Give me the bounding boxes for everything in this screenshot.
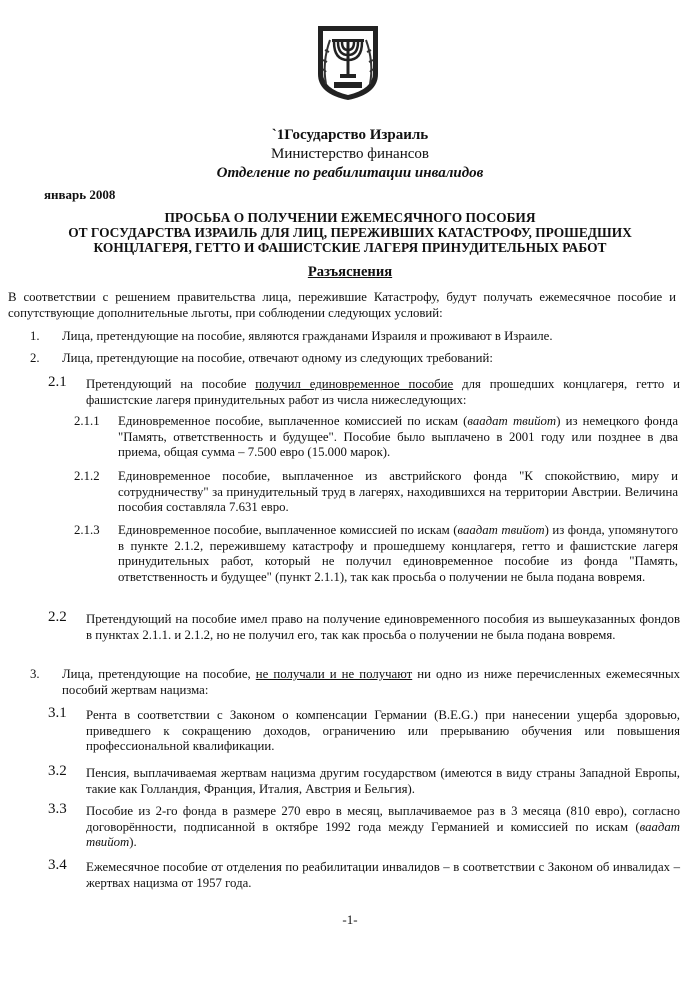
page-number: -1-	[342, 912, 358, 927]
item-2-2-text: Претендующий на пособие имел право на получение единовременного пособия из вышеуказанных фондов в пунктах 2.1.1. и 2.1.2, но не получил его, так как просьба о получении не была подана вовремя.	[86, 612, 680, 642]
item-2-1-3-pre: Единовременное пособие, выплаченное комиссией по искам (	[118, 523, 458, 537]
item-2-1-text	[86, 377, 680, 408]
item-2-1-3-post: ) из фонда, упомянутого в пункте 2.1.2, пережившему катастрофу и прошедшему концлагеря, гетто и фашистские лагеря принудительных работ, который не получил единовременное пособие из фонда "Память, ответственность и будущее" (пункт 2.1.1), так как просьба о получении не была подана вовремя.	[118, 523, 678, 584]
document-date: январь 2008	[44, 187, 116, 202]
item-number: 2.1.2	[74, 469, 100, 483]
title-line-2: ОТ ГОСУДАРСТВА ИЗРАИЛЬ ДЛЯ ЛИЦ, ПЕРЕЖИВШИХ КАТАСТРОФУ, ПРОШЕДШИХ	[68, 225, 632, 240]
item-3-underlined: не получали и не получают	[255, 667, 413, 681]
title-line-3: КОНЦЛАГЕРЯ, ГЕТТО И ФАШИСТСКИЕ ЛАГЕРЯ ПРИНУДИТЕЛЬНЫХ РАБОТ	[93, 240, 607, 255]
intro-paragraph: В соответствии с решением правительства лица, пережившие Катастрофу, будут получать ежемесячное пособие и сопутствующие дополнительные льготы, при соблюдении следующих условий:	[8, 290, 676, 320]
item-number: 3.3	[48, 801, 67, 817]
item-2-1-2-text: Единовременное пособие, выплаченное из австрийского фонда "К спокойствию, миру и сотрудничеству" за принудительный труд в лагерях, находившихся на территории Австрии. Величина пособия составляла 7.631 евро.	[118, 469, 678, 514]
item-2-1-1-post: ) из немецкого фонда "Память, ответственность и будущее". Пособие было выплачено в 2001 году или позднее в два приема, общая сумма – 7.500 евро (15.000 марок).	[118, 414, 678, 459]
item-1-text: Лица, претендующие на пособие, являются гражданами Израиля и проживают в Израиле.	[62, 329, 553, 343]
item-2-1-3-italic: ваадат твийот	[457, 523, 545, 537]
item-3-3-italic: ваадат твийот	[86, 819, 680, 849]
item-number: 2.2	[48, 609, 67, 625]
item-number: 3.4	[48, 857, 67, 873]
item-3-post: ни одно из ниже перечисленных ежемесячных пособий жертвам нацизма:	[62, 667, 680, 697]
item-2-1-1-pre: Единовременное пособие, выплаченное комиссией по искам (	[118, 414, 468, 428]
item-3-4-text: Ежемесячное пособие от отделения по реабилитации инвалидов – в соответствии с Законом об инвалидах – жертвах нацизма от 1957 года.	[86, 860, 680, 890]
title-line-1: ПРОСЬБА О ПОЛУЧЕНИИ ЕЖЕМЕСЯЧНОГО ПОСОБИЯ	[164, 210, 536, 225]
item-number: 3.1	[48, 705, 67, 721]
item-3-3-pre: Пособие из 2-го фонда в размере 270 евро в месяц, выплачиваемое раз в 3 месяца (810 евро), согласно договорённости, подписанной в октябре 1992 года между Германией и комиссией по искам (	[86, 804, 680, 834]
item-3-pre: Лица, претендующие на пособие,	[62, 667, 256, 681]
item-number: 2.1.3	[74, 523, 100, 537]
item-2-1-post: для прошедших концлагеря, гетто и фашистские лагеря принудительных работ из числа нижеследующих:	[86, 377, 680, 407]
item-2-1-pre: Претендующий на пособие	[86, 377, 256, 391]
section-heading: Разъяснения	[307, 264, 393, 280]
item-2-1-3-text	[118, 523, 678, 585]
item-number: 2.1.1	[74, 414, 100, 428]
item-2-1-1-italic: ваадат твийот	[467, 414, 557, 428]
item-3-text	[62, 667, 680, 698]
item-number: 2.1	[48, 374, 67, 390]
item-2-text: Лица, претендующие на пособие, отвечают одному из следующих требований:	[62, 351, 493, 365]
item-number: 3.2	[48, 763, 67, 779]
state-name: `1Государство Израиль	[271, 127, 429, 143]
ministry-name: Министерство финансов	[271, 146, 429, 162]
item-3-3-post: ).	[129, 835, 137, 849]
item-3-3-text	[86, 804, 680, 851]
item-2-1-1-text	[118, 414, 678, 461]
menorah-emblem-icon	[312, 22, 384, 102]
item-number: 3.	[30, 667, 40, 681]
item-number: 2.	[30, 351, 40, 365]
item-2-1-underlined: получил единовременное пособие	[255, 377, 454, 391]
item-number: 1.	[30, 329, 40, 343]
item-3-1-text: Рента в соответствии с Законом о компенсации Германии (B.E.G.) при нанесении ущерба здоровью, приведшего к сокращению доходов, ограничению или прерыванию обучения или повышения профессиональной квалификации.	[86, 708, 680, 753]
department-name: Отделение по реабилитации инвалидов	[216, 165, 484, 181]
item-3-2-text: Пенсия, выплачиваемая жертвам нацизма другим государством (имеются в виду страны Западной Европы, такие как Голландия, Франция, Италия, Австрия и Бельгия).	[86, 766, 680, 796]
